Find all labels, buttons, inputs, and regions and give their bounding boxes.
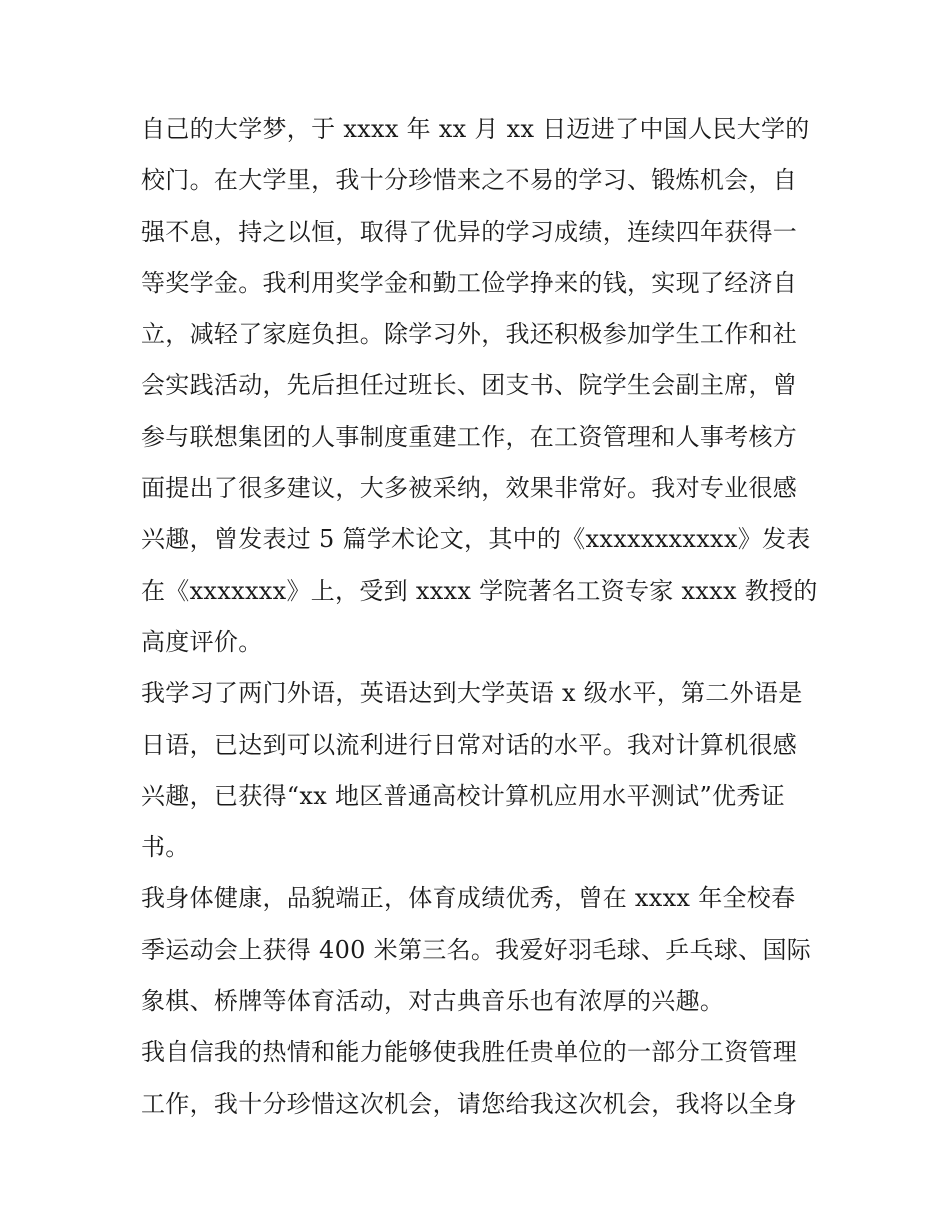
text-line: 参与联想集团的人事制度重建工作，在工资管理和人事考核方 — [141, 422, 798, 451]
text-line: 高度评价。 — [141, 627, 263, 656]
text-line: 日语，已达到可以流利进行日常对话的水平。我对计算机很感 — [141, 730, 798, 759]
text-line: 书。 — [141, 833, 190, 862]
text-line: 季运动会上获得 400 米第三名。我爱好羽毛球、乒乓球、国际 — [141, 935, 812, 964]
text-line: 校门。在大学里，我十分珍惜来之不易的学习、锻炼机会，自 — [141, 166, 798, 195]
text-line: 强不息，持之以恒，取得了优异的学习成绩，连续四年获得一 — [141, 217, 798, 246]
text-line: 自己的大学梦，于 xxxx 年 xx 月 xx 日迈进了中国人民大学的 — [141, 115, 810, 143]
text-line: 会实践活动，先后担任过班长、团支书、院学生会副主席，曾 — [141, 371, 798, 400]
text-line: 等奖学金。我利用奖学金和勤工俭学挣来的钱，实现了经济自 — [141, 268, 798, 297]
text-line: 我自信我的热情和能力能够使我胜任贵单位的一部分工资管理 — [141, 1038, 798, 1067]
text-line: 我身体健康，品貌端正，体育成绩优秀，曾在 xxxx 年全校春 — [141, 884, 796, 913]
text-line: 兴趣，已获得“xx 地区普通高校计算机应用水平测试”优秀证 — [141, 781, 785, 810]
text-line: 象棋、桥牌等体育活动，对古典音乐也有浓厚的兴趣。 — [141, 987, 725, 1016]
text-line: 在《xxxxxxx》上，受到 xxxx 学院著名工资专家 xxxx 教授的 — [141, 576, 818, 605]
document-body — [141, 104, 818, 1130]
text-line: 兴趣，曾发表过 5 篇学术论文，其中的《xxxxxxxxxxx》发表 — [141, 525, 811, 554]
text-line: 立，减轻了家庭负担。除学习外，我还积极参加学生工作和社 — [141, 320, 798, 349]
text-line: 面提出了很多建议，大多被采纳，效果非常好。我对专业很感 — [141, 474, 798, 503]
text-line: 工作，我十分珍惜这次机会，请您给我这次机会，我将以全身 — [141, 1089, 798, 1118]
text-line: 我学习了两门外语，英语达到大学英语 x 级水平，第二外语是 — [141, 679, 803, 708]
